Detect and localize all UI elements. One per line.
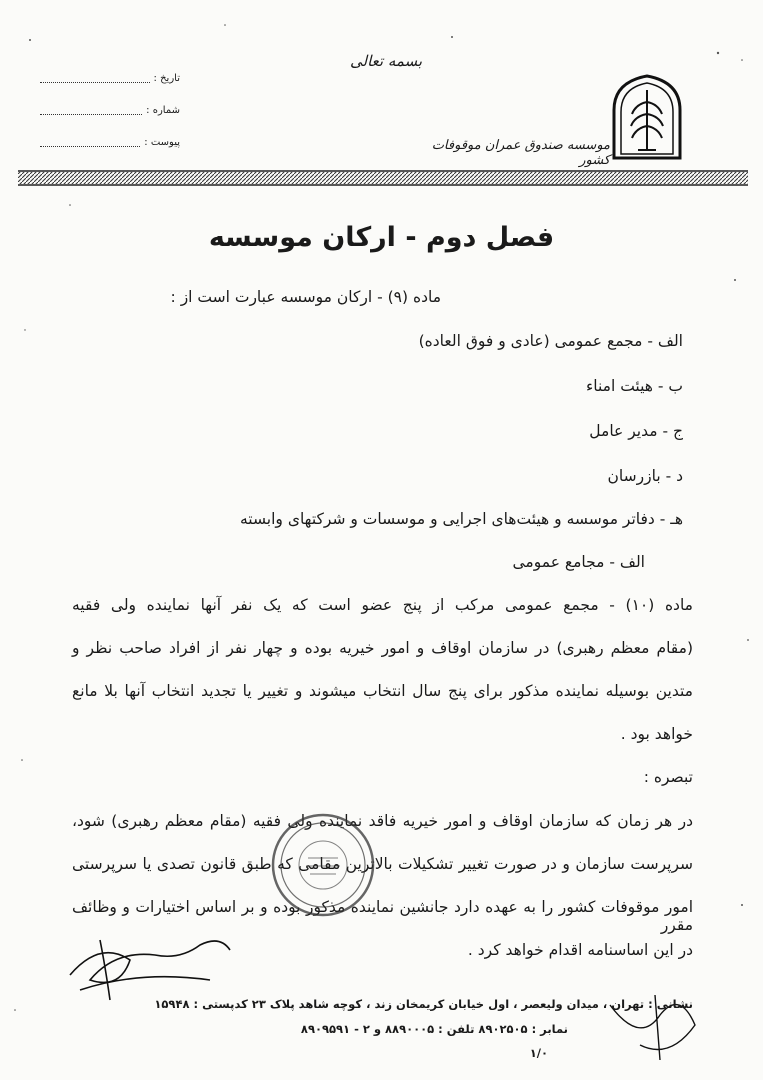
article-10-line-4: خواهد بود . xyxy=(620,725,693,743)
letterhead-band xyxy=(18,170,748,186)
article-10-line-3: متدین بوسیله نماینده مذکور برای پنج سال انتخاب میشوند و تغییر یا تجدید انتخاب آنها بلا مانع xyxy=(72,682,693,700)
item-alef: الف - مجمع عمومی (عادی و فوق العاده) xyxy=(418,332,683,350)
chapter-title: فصل دوم - ارکان موسسه xyxy=(208,222,555,253)
note-line-4: در این اساسنامه اقدام خواهد کرد . xyxy=(467,941,693,959)
note-line-2: سرپرست سازمان و در صورت تغییر تشکیلات بالاترین مقامی که طبق قانون تصدی یا سرپرستی xyxy=(72,855,693,873)
attachment-label: پیوست : xyxy=(144,136,180,148)
date-label: تاریخ : xyxy=(153,72,180,84)
footer-address: نشانی : تهران ، میدان ولیعصر ، اول خیابان کریمخان زند ، کوچه شاهد پلاک ۲۳ کدپستی : ۱۵۹۴۸ xyxy=(154,997,693,1011)
footer-page-number: ۱/۰ xyxy=(529,1046,548,1060)
attachment-field xyxy=(40,126,180,158)
item-dal: د - بازرسان xyxy=(607,467,683,485)
article-9: ماده (۹) - ارکان موسسه عبارت است از : xyxy=(170,288,441,306)
section-heading: الف - مجامع عمومی xyxy=(512,553,645,571)
organization-logo xyxy=(608,72,686,160)
item-be: ب - هیئت امناء xyxy=(585,377,683,395)
note-line-1: در هر زمان که سازمان اوقاف و امور خیریه فاقد نماینده ولی فقیه (مقام معظم رهبری) شود، xyxy=(72,812,693,830)
note-line-3: امور موقوفات کشور را به عهده دارد جانشین نماینده مذکور بوده و بر اساس اختیارات و وظائف مقرر xyxy=(72,898,693,934)
item-jim: ج - مدیر عامل xyxy=(589,422,683,440)
number-label: شماره : xyxy=(146,104,180,116)
article-10-line-1: ماده (۱۰) - مجمع عمومی مرکب از پنج عضو است که یک نفر آنها نماینده ولی فقیه xyxy=(72,596,693,614)
number-field xyxy=(40,94,180,126)
article-10-line-2: (مقام معظم رهبری) در سازمان اوقاف و امور خیریه بوده و چهار نفر از افراد صاحب نظر و xyxy=(72,639,693,657)
organization-name: موسسه صندوق عمران موقوفات کشور xyxy=(431,138,610,168)
official-stamp xyxy=(268,810,378,920)
item-he: هـ - دفاتر موسسه و هیئت‌های اجرایی و موسسات و شرکتهای وابسته xyxy=(239,510,683,528)
date-field xyxy=(40,62,180,94)
footer-phones: نمابر : ۸۹۰۲۵۰۵ تلفن : ۸۸۹۰۰۰۵ و ۲ - ۸۹۰۹۵۹۱ xyxy=(300,1022,568,1036)
note-heading: تبصره : xyxy=(643,768,693,786)
basmala: بسمه تعالی xyxy=(350,52,423,70)
letterhead-fields xyxy=(40,62,180,158)
